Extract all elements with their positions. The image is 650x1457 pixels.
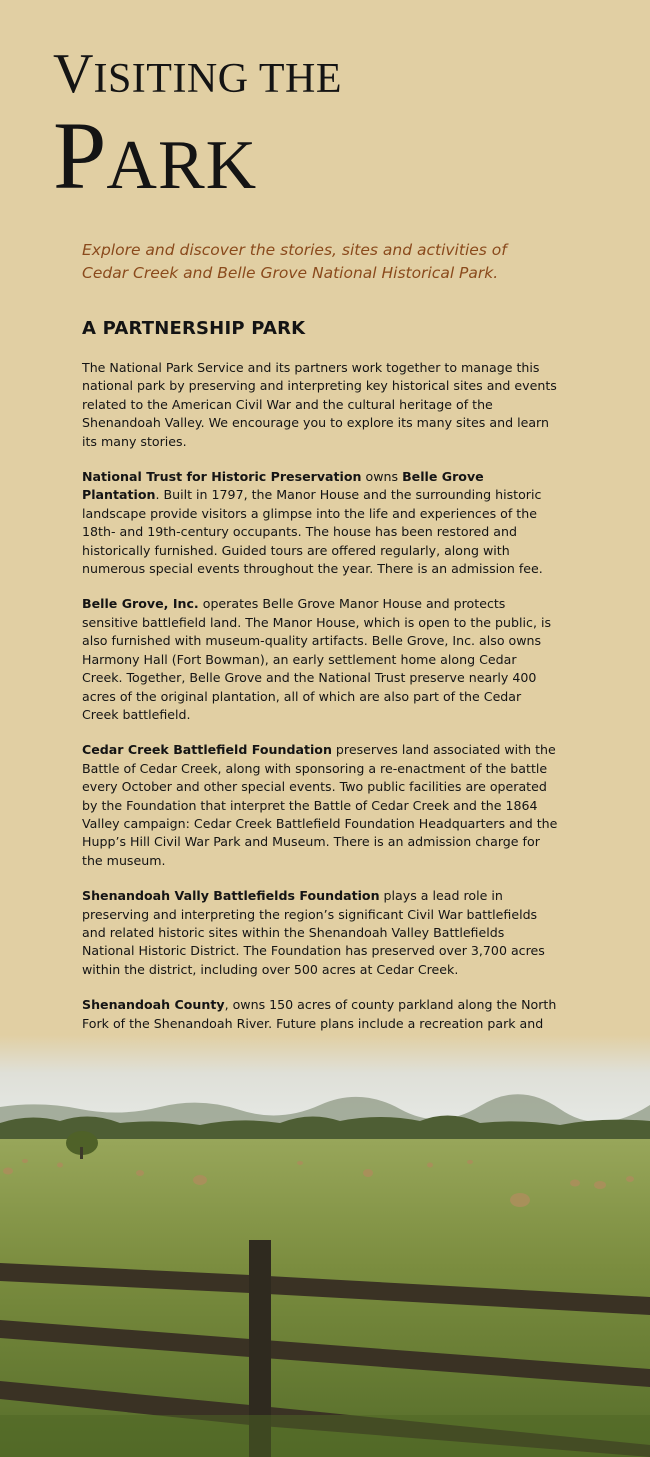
title-line-2-rest: ARK xyxy=(106,127,258,204)
partner-name: Shenandoah County xyxy=(82,997,225,1013)
foreground-grass xyxy=(0,1415,650,1457)
section-heading: A PARTNERSHIP PARK xyxy=(82,318,306,339)
partner-verb: owns xyxy=(361,469,403,485)
landscape-photo xyxy=(0,1035,650,1457)
partner-name: Belle Grove, Inc. xyxy=(82,596,199,612)
page-title xyxy=(53,43,342,209)
partner-text: plays a lead role in preserving and interpreting the region’s significant Civil War battlefields and related historic sites within the Shenandoah Valley Battlefields National Historic District. The Foundation has preserved over 3,700 acres within the district, including over 500 acres at Cedar Creek. xyxy=(82,888,545,977)
body-text xyxy=(82,359,560,1068)
partner-text: . Built in 1797, the Manor House and the surrounding historic landscape provide visitors a glimpse into the life and experiences of the 18th- and 19th-century occupants. The house has been restored and historically furnished. Guided tours are offered regularly, along with numerous special events throughout the year. There is an admission fee. xyxy=(82,487,543,577)
partner-name: National Trust for Historic Preservation xyxy=(82,469,362,485)
partner-paragraph xyxy=(82,741,560,870)
partner-text: preserves land associated with the Battle of Cedar Creek, along with sponsoring a re-enactment of the battle every October and other special events. Two public facilities are operated by the Foundation that interpret the Battle of Cedar Creek and the 1864 Valley campaign: Cedar Creek Battlefield Foundation Headquarters and the Hupp’s Hill Civil War Park and Museum. There is an admission charge for the museum. xyxy=(82,742,558,868)
title-line-2 xyxy=(53,102,342,209)
partner-paragraph xyxy=(82,887,560,979)
partner-property: Belle Grove Plantation xyxy=(82,469,484,503)
partner-name: Cedar Creek Battlefield Foundation xyxy=(82,742,332,758)
tagline: Explore and discover the stories, sites and activities of Cedar Creek and Belle Grove National Historical Park. xyxy=(82,241,507,282)
partner-text: , owns 150 acres of county parkland along the North Fork of the Shenandoah River. Future plans include a recreation park and xyxy=(82,997,557,1031)
title-line-1-initial: V xyxy=(53,43,94,105)
partner-name: Shenandoah Vally Battlefields Foundation xyxy=(82,888,380,904)
partner-paragraph xyxy=(82,595,560,724)
title-line-1 xyxy=(53,43,342,105)
title-line-1-rest: ISITING THE xyxy=(93,56,342,102)
title-line-2-initial: P xyxy=(53,102,107,209)
partner-text: operates Belle Grove Manor House and protects sensitive battlefield land. The Manor House, which is open to the public, is also furnished with museum-quality artifacts. Belle Grove, Inc. also owns Harmony Hall (Fort Bowman), an early settlement home along Cedar Creek. Together, Belle Grove and the National Trust preserve nearly 400 acres of the original plantation, all of which are also part of the Cedar Creek battlefield. xyxy=(82,596,552,722)
landscape-illustration xyxy=(0,1035,650,1457)
intro-paragraph: The National Park Service and its partners work together to manage this national park by preserving and interpreting key historical sites and events related to the American Civil War and the cultural heritage of the Shenandoah Valley. We encourage you to explore its many sites and learn its many stories. xyxy=(82,360,557,449)
partner-paragraph xyxy=(82,468,560,578)
